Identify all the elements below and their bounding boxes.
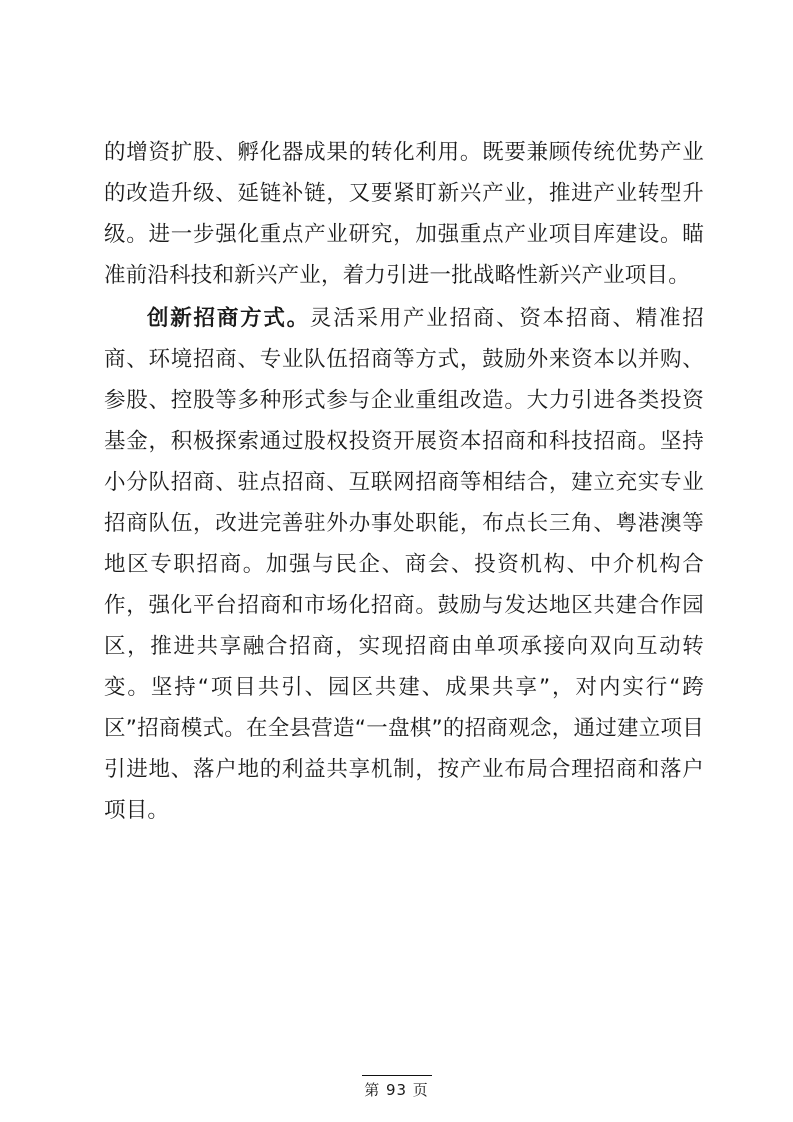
page-number: 第 93 页 [362,1075,432,1100]
page-body [104,132,704,831]
paragraph-text: 灵活采用产业招商、资本招商、精准招商、环境招商、专业队伍招商等方式，鼓励外来资本以并购、参股、控股等多种形式参与企业重组改造。大力引进各类投资基金，积极探索通过股权投资开展资本招商和科技招商。坚持小分队招商、驻点招商、互联网招商等相结合，建立充实专业招商队伍，改进完善驻外办事处职能，布点长三角、粤港澳等地区专职招商。加强与民企、商会、投资机构、中介机构合作，强化平台招商和市场化招商。鼓励与发达地区共建合作园区，推进共享融合招商，实现招商由单项承接向双向互动转变。坚持“项目共引、园区共建、成果共享”，对内实行“跨区”招商模式。在全县营造“一盘棋”的招商观念，通过建立项目引进地、落户地的利益共享机制，按产业布局合理招商和落户项目。 [104,306,704,823]
paragraph-text: 的增资扩股、孵化器成果的转化利用。既要兼顾传统优势产业的改造升级、延链补链，又要紧盯新兴产业，推进产业转型升级。进一步强化重点产业研究，加强重点产业项目库建设。瞄准前沿科技和新兴产业，着力引进一批战略性新兴产业项目。 [104,140,704,288]
paragraph-continuation [104,132,704,296]
paragraph-innovation-methods [104,298,704,831]
page-footer [0,1075,793,1100]
paragraph-lead-in: 创新招商方式。 [147,306,310,331]
